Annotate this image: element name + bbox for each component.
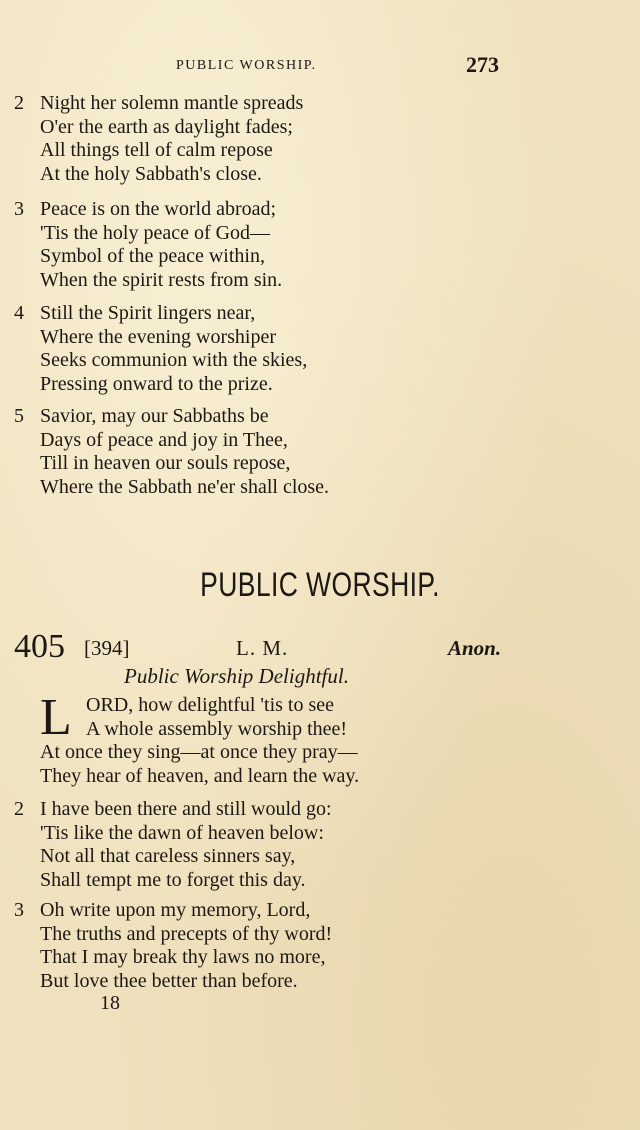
stanza-5 bbox=[14, 405, 329, 499]
hymn-number: 405 bbox=[14, 628, 65, 665]
stanza-2 bbox=[14, 92, 303, 186]
verse-line: Still the Spirit lingers near, bbox=[40, 302, 256, 324]
verse-line: The truths and precepts of thy word! bbox=[40, 922, 333, 945]
verse-line: Shall tempt me to forget this day. bbox=[40, 868, 306, 891]
page-number: 273 bbox=[466, 52, 499, 77]
stanza-3 bbox=[14, 198, 282, 292]
verse-line: At the holy Sabbath's close. bbox=[40, 162, 262, 185]
verse-line: Peace is on the world abroad; bbox=[40, 198, 277, 220]
stanza-number: 2 bbox=[14, 798, 24, 820]
verse-line: ORD, how delightful 'tis to see bbox=[86, 694, 335, 716]
stanza-number: 3 bbox=[14, 899, 24, 921]
verse-line: Where the evening worshiper bbox=[40, 325, 277, 348]
hymn-meter: L. M. bbox=[236, 636, 289, 660]
verse-line: All things tell of calm repose bbox=[40, 139, 273, 161]
stanza-number: 2 bbox=[14, 92, 24, 114]
stanza-number: 4 bbox=[14, 302, 24, 324]
stanza-4 bbox=[14, 302, 307, 396]
verse-line: O'er the earth as daylight fades; bbox=[40, 115, 293, 138]
verse-line: At once they sing—at once they pray— bbox=[40, 741, 358, 763]
verse-line: Seeks communion with the skies, bbox=[40, 349, 308, 371]
verse-line: But love thee better than before. bbox=[40, 969, 298, 992]
stanza-number: 3 bbox=[14, 198, 24, 220]
verse-line: Symbol of the peace within, bbox=[40, 245, 265, 267]
section-title: PUBLIC WORSHIP. bbox=[200, 566, 440, 604]
stanza-1 bbox=[14, 689, 360, 788]
hymn-cross-reference: [394] bbox=[84, 636, 130, 660]
verse-line: Where the Sabbath ne'er shall close. bbox=[40, 475, 330, 498]
verse-line: A whole assembly worship thee! bbox=[86, 717, 348, 740]
verse-line: Not all that careless sinners say, bbox=[40, 845, 296, 867]
drop-cap: L bbox=[40, 689, 72, 746]
verse-line: Days of peace and joy in Thee, bbox=[40, 428, 288, 451]
hymn-stanza-2 bbox=[14, 798, 332, 892]
hymn-subtitle: Public Worship Delightful. bbox=[124, 664, 349, 688]
verse-line: Oh write upon my memory, Lord, bbox=[40, 899, 311, 921]
hymn-stanza-3 bbox=[14, 899, 332, 993]
verse-line: 'Tis like the dawn of heaven below: bbox=[40, 821, 324, 844]
stanza-number: 5 bbox=[14, 405, 24, 427]
running-head: PUBLIC WORSHIP. bbox=[176, 58, 317, 73]
verse-line: Savior, may our Sabbaths be bbox=[40, 405, 269, 427]
verse-line: Till in heaven our souls repose, bbox=[40, 452, 291, 474]
verse-line: That I may break thy laws no more, bbox=[40, 946, 326, 968]
verse-line: Night her solemn mantle spreads bbox=[40, 92, 304, 114]
verse-line: 'Tis the holy peace of God— bbox=[40, 221, 271, 244]
verse-line: When the spirit rests from sin. bbox=[40, 268, 283, 291]
hymn-author: Anon. bbox=[448, 636, 502, 660]
verse-line: Pressing onward to the prize. bbox=[40, 372, 273, 395]
signature-mark: 18 bbox=[100, 992, 120, 1014]
verse-line: I have been there and still would go: bbox=[40, 798, 332, 820]
verse-line: They hear of heaven, and learn the way. bbox=[40, 764, 360, 787]
